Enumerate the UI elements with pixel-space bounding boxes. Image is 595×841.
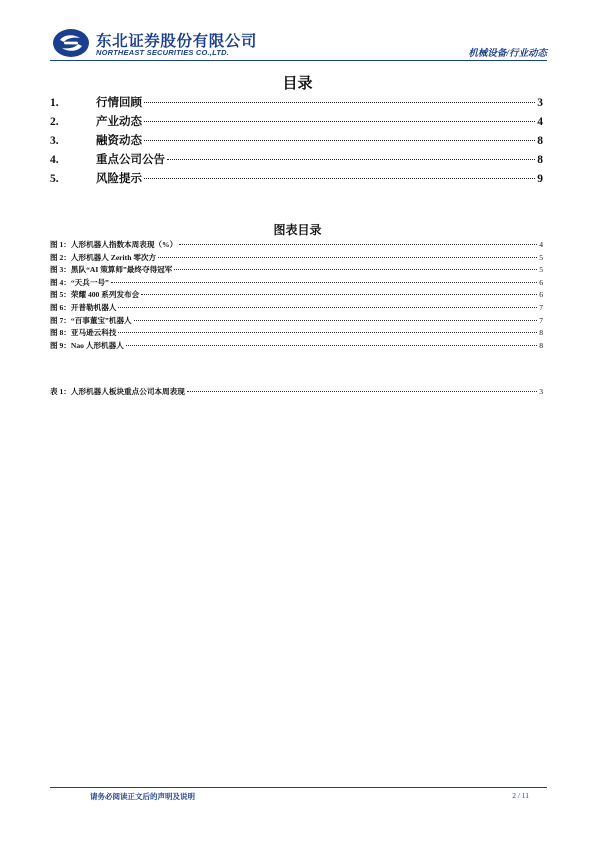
figure-entry-label: 图 8：亚马逊云科技: [50, 328, 117, 338]
toc-entry-label: 重点公司公告: [96, 154, 165, 166]
table-entry-page: 3: [539, 387, 543, 396]
dot-leader: [141, 294, 537, 295]
toc-entry-label: 融资动态: [96, 135, 142, 147]
footer-divider: [50, 787, 547, 788]
dot-leader: [134, 320, 538, 321]
toc-entry-page: 8: [537, 154, 543, 166]
toc-entry-page: 4: [537, 116, 543, 128]
table-list: [50, 386, 543, 399]
toc-entry-label: 行情回顾: [96, 97, 142, 109]
figure-entry-label: 图 3：黑队“AI 策算师”最终夺得冠军: [50, 265, 173, 275]
toc-entry[interactable]: [50, 94, 543, 113]
figure-entry-page: 4: [539, 240, 543, 249]
dot-leader: [158, 257, 537, 258]
figure-entry[interactable]: [50, 252, 543, 265]
figure-entry[interactable]: [50, 340, 543, 353]
dot-leader: [167, 159, 535, 160]
figure-entry-page: 8: [539, 340, 543, 350]
figure-entry-page: 8: [539, 328, 543, 338]
toc-entry-number: 1.: [50, 97, 59, 109]
figure-entry[interactable]: [50, 302, 543, 315]
figure-entry-page: 5: [539, 265, 543, 275]
table-of-contents: [50, 94, 543, 189]
industry-tag: 机械设备/行业动态: [468, 49, 547, 59]
dot-leader: [118, 332, 537, 333]
figure-list-title: 图表目录: [273, 223, 322, 237]
dot-leader: [144, 140, 535, 141]
table-entry[interactable]: [50, 386, 543, 399]
dot-leader: [187, 391, 537, 392]
figure-entry-page: 6: [539, 277, 543, 287]
figure-entry-label: 图 4：“天兵一号”: [50, 277, 109, 287]
dot-leader: [144, 178, 535, 179]
figure-entry-label: 图 9：Nao 人形机器人: [50, 340, 124, 350]
figure-entry-page: 7: [539, 315, 543, 325]
toc-entry-page: 3: [537, 97, 543, 109]
figure-entry-label: 图 6：开普勒机器人: [50, 302, 117, 312]
figure-entry-label: 图 5：荣耀 400 系列发布会: [50, 290, 140, 300]
dot-leader: [126, 345, 537, 346]
figure-entry-page: 7: [539, 302, 543, 312]
page-indicator: 2 / 11: [512, 791, 529, 800]
toc-entry-number: 3.: [50, 135, 59, 147]
toc-entry-label: 风险提示: [96, 173, 142, 185]
figure-entry-label: 图 1：人形机器人指数本周表现（%）: [50, 240, 178, 249]
dot-leader: [144, 102, 535, 103]
toc-entry-number: 4.: [50, 154, 59, 166]
toc-entry-page: 8: [537, 135, 543, 147]
toc-entry[interactable]: [50, 132, 543, 151]
figure-entry[interactable]: [50, 315, 543, 328]
toc-entry[interactable]: [50, 151, 543, 170]
dot-leader: [118, 307, 537, 308]
dot-leader: [111, 282, 537, 283]
figure-entry[interactable]: [50, 327, 543, 340]
toc-entry[interactable]: [50, 170, 543, 189]
figure-entry[interactable]: [50, 277, 543, 290]
dot-leader: [179, 244, 537, 245]
figure-entry[interactable]: [50, 239, 543, 252]
company-logo-icon: [52, 28, 90, 58]
toc-entry-label: 产业动态: [96, 116, 142, 128]
figure-list: [50, 239, 543, 352]
figure-entry[interactable]: [50, 264, 543, 277]
figure-entry[interactable]: [50, 289, 543, 302]
figure-entry-page: 6: [539, 290, 543, 300]
toc-entry[interactable]: [50, 113, 543, 132]
figure-entry-label: 图 7：“百事董宝”机器人: [50, 315, 132, 325]
figure-entry-label: 图 2：人形机器人 Zerith 零次方: [50, 252, 157, 262]
toc-entry-page: 9: [537, 173, 543, 185]
dot-leader: [144, 121, 535, 122]
table-entry-label: 表 1：人形机器人板块重点公司本周表现: [50, 387, 185, 396]
company-name-cn: 东北证券股份有限公司: [96, 33, 258, 50]
toc-title: 目录: [282, 76, 313, 92]
toc-entry-number: 2.: [50, 116, 59, 128]
footer-disclaimer: 请务必阅读正文后的声明及说明: [90, 792, 195, 801]
company-name-en: NORTHEAST SECURITIES CO.,LTD.: [96, 48, 230, 57]
dot-leader: [174, 269, 537, 270]
header-divider: [50, 60, 547, 61]
figure-entry-page: 5: [539, 252, 543, 262]
toc-entry-number: 5.: [50, 173, 59, 185]
